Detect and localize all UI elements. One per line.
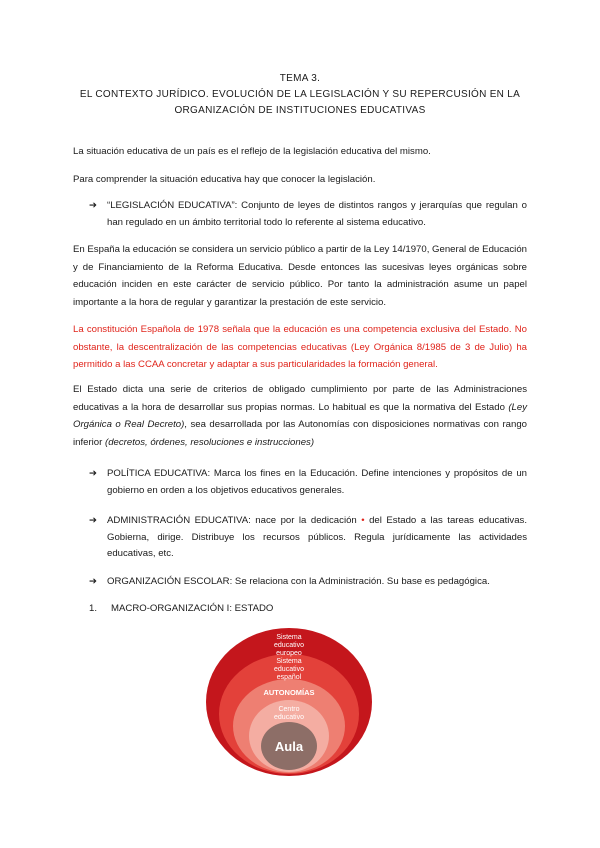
ring2-label-line2: educativo <box>274 666 304 673</box>
ring4-label-line1: Centro <box>278 706 300 713</box>
paragraph-5-italic-d: (decretos, órdenes, resoluciones e instrucciones) <box>105 436 315 448</box>
ring2-label-line1: Sistema <box>276 658 302 665</box>
title-line-1: EL CONTEXTO JURÍDICO. EVOLUCIÓN DE LA LEGISLACIÓN Y SU REPERCUSIÓN EN LA <box>79 89 521 100</box>
paragraph-4-highlight: La constitución Española de 1978 señala que la educación es una competencia exclusiva del Estado. No obstante, la descentralización de las competencias educativas (Ley Orgánica 8/1985 de 3 de Julio) ha permitido a las CCAA concretar y adaptar a sus particularidades la formación general. <box>73 324 527 370</box>
bullet-legislacion <box>89 198 527 231</box>
paragraph-5-text-c: , sea desarrollada por las Autonomías con disposiciones normativas con rango inferior <box>73 419 527 448</box>
core-label: Aula <box>274 739 304 754</box>
arrow-icon: ➔ <box>89 200 98 211</box>
paragraph-1: La situación educativa de un país es el reflejo de la legislación educativa del mismo. <box>73 146 431 157</box>
heading-label: MACRO-ORGANIZACIÓN I: ESTADO <box>111 603 274 614</box>
red-dot-mark: • <box>361 515 365 526</box>
bullet-text: “LEGISLACIÓN EDUCATIVA”: Conjunto de leyes de distintos rangos y jerarquías que regulan o han regulado en un ámbito territorial todo lo referente al sistema educativo. <box>107 200 527 228</box>
title-line-2: ORGANIZACIÓN DE INSTITUCIONES EDUCATIVAS <box>174 105 426 116</box>
paragraph-2: Para comprender la situación educativa hay que conocer la legislación. <box>73 174 376 185</box>
bullet-text <box>107 513 527 563</box>
paragraph-5 <box>73 381 527 451</box>
paragraph-5-text-a: El Estado dicta una serie de criterios de obligado cumplimiento por parte de las Administraciones educativas a la hora de desarrollar sus propias normas. Lo habitual es que la normativa del Estado <box>73 384 527 413</box>
nested-levels-diagram <box>204 628 374 778</box>
bullet-administracion <box>89 513 527 563</box>
arrow-icon: ➔ <box>89 576 98 587</box>
ring1-label-line2: educativo <box>274 642 304 649</box>
ring1-label-line1: Sistema <box>276 634 302 641</box>
arrow-icon: ➔ <box>89 468 98 479</box>
bullet-text: POLÍTICA EDUCATIVA: Marca los fines en la Educación. Define intenciones y propósitos de un gobierno en orden a los objetivos educativos generales. <box>107 468 527 496</box>
bullet-text: ORGANIZACIÓN ESCOLAR: Se relaciona con la Administración. Su base es pedagógica. <box>107 576 490 587</box>
bullet-organizacion <box>89 574 527 591</box>
bullet-text-b: del Estado a las tareas educativas. Gobierna, dirige. Distribuye los recursos públicos. Regula jurídicamente las actividades educativas, etc. <box>107 515 527 559</box>
ring3-label: AUTONOMÍAS <box>263 688 315 697</box>
paragraph-3: En España la educación se considera un servicio público a partir de la Ley 14/1970, General de Educación y de Financiamiento de la Reforma Educativa. Desde entonces las sucesivas leyes orgánicas sobre educación inciden en este carácter de servicio público. Por tanto la administración asume un papel importante a la hora de regular y garantizar la prestación de este servicio. <box>73 244 527 308</box>
bullet-text-a: ADMINISTRACIÓN EDUCATIVA: nace por la dedicación <box>107 515 362 526</box>
ring4-label-line2: educativo <box>274 714 304 721</box>
paragraph-5-italic-b: (Ley Orgánica o Real Decreto) <box>73 401 527 430</box>
arrow-icon: ➔ <box>89 515 98 526</box>
ring1-label-line3: europeo <box>276 650 302 657</box>
document-title <box>60 71 540 119</box>
bullet-politica <box>89 466 527 499</box>
heading-number: 1. <box>89 603 98 614</box>
title-tema: TEMA 3. <box>279 73 321 84</box>
numbered-heading <box>89 601 273 617</box>
ring2-label-line3: español <box>276 674 302 681</box>
